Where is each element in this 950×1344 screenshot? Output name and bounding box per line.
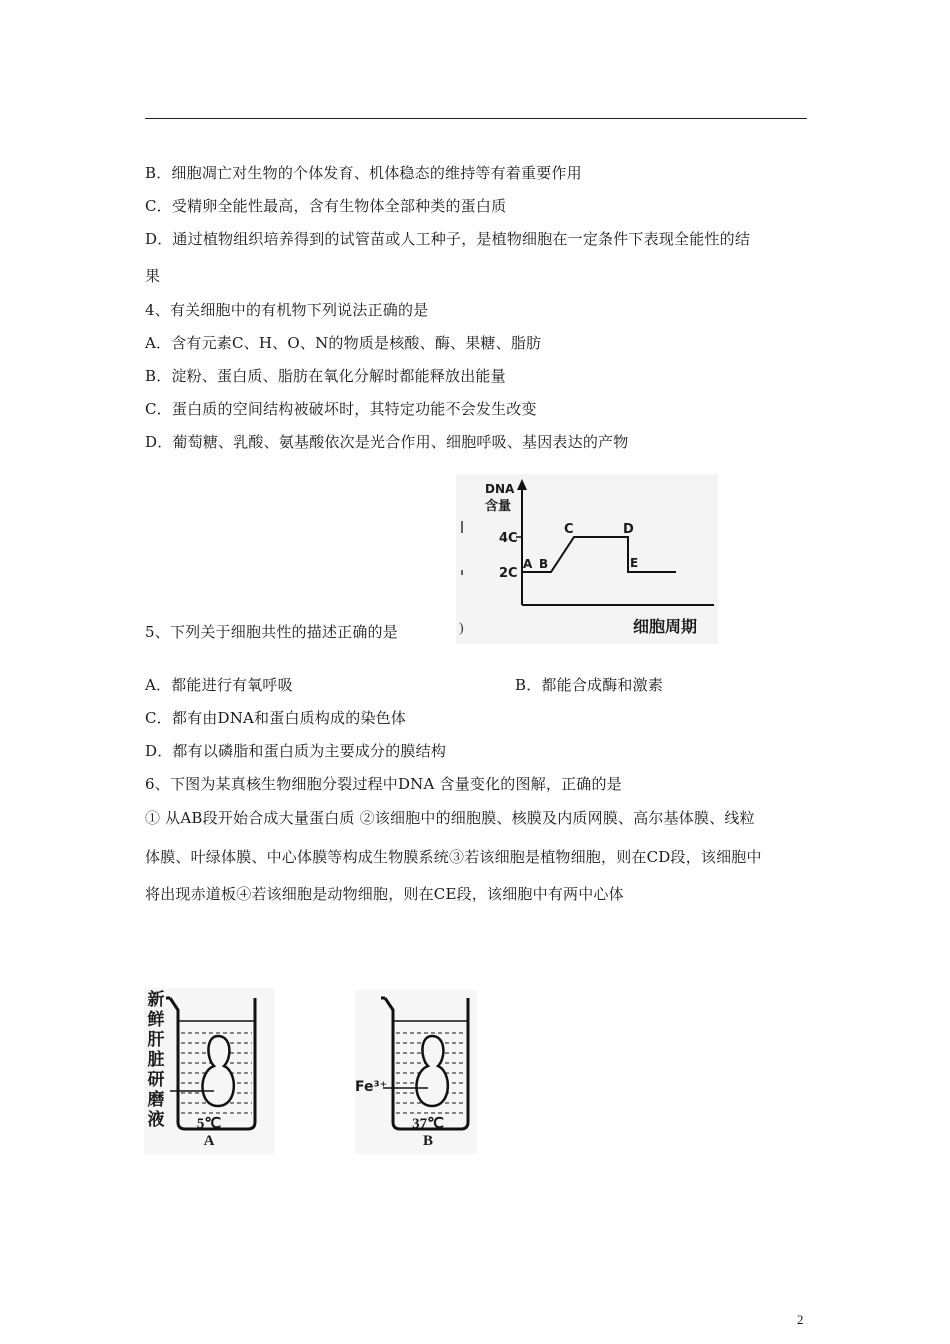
beaker-b-figure (355, 990, 477, 1154)
y-title-line1: DNA (485, 482, 515, 496)
header-rule (145, 118, 807, 119)
q4-option-a: A．含有元素C、H、O、N的物质是核酸、酶、果糖、脂肪 (145, 334, 542, 352)
q5-option-c: C．都有由DNA和蛋白质构成的染色体 (145, 709, 407, 727)
beaker-a-figure (144, 988, 274, 1154)
q6-statement-line1: ① 从AB段开始合成大量蛋白质 ②该细胞中的细胞膜、核膜及内质网膜、高尔基体膜、线粒 (145, 809, 755, 827)
point-label-b: B (539, 557, 549, 571)
q5-option-a: A．都能进行有氧呼吸 (145, 676, 293, 694)
beaker-a-temperature: 5℃ (196, 1116, 222, 1132)
point-label-e: E (630, 556, 639, 570)
q3-option-d-line2: 果 (145, 267, 161, 285)
beaker-b-caption: B (422, 1133, 433, 1149)
dna-content-graph (456, 474, 718, 644)
y-tick-2c: 2C (499, 566, 518, 581)
q4-option-b: B．淀粉、蛋白质、脂肪在氧化分解时都能释放出能量 (145, 367, 506, 385)
q5-stem: 5、下列关于细胞共性的描述正确的是 (145, 623, 398, 641)
q3-option-b: B．细胞凋亡对生物的个体发育、机体稳态的维持等有着重要作用 (145, 164, 582, 182)
q4-option-d: D．葡萄糖、乳酸、氨基酸依次是光合作用、细胞呼吸、基因表达的产物 (145, 433, 629, 451)
beaker-a-caption: A (203, 1133, 215, 1149)
point-label-a: A (523, 557, 533, 571)
q4-stem: 4、有关细胞中的有机物下列说法正确的是 (145, 301, 429, 319)
page-number: 2 (797, 1312, 804, 1327)
dna-graph-svg (456, 474, 718, 644)
q4-option-c: C．蛋白质的空间结构被破坏时，其特定功能不会发生改变 (145, 400, 537, 418)
q6-stem: 6、下图为某真核生物细胞分裂过程中DNA 含量变化的图解，正确的是 (145, 775, 622, 793)
q6-statement-line2: 体膜、叶绿体膜、中心体膜等构成生物膜系统③若该细胞是植物细胞，则在CD段，该细胞中 (145, 848, 762, 866)
point-label-d: D (623, 522, 634, 537)
beaker-b-temperature: 37℃ (412, 1116, 444, 1132)
beaker-a-side-label: 新 鲜 肝 脏 研 磨 液 (147, 990, 165, 1130)
y-title-line2: 含量 (485, 499, 512, 514)
stray-paren: ) (459, 621, 464, 636)
q6-statement-line3: 将出现赤道板④若该细胞是动物细胞，则在CE段，该细胞中有两中心体 (145, 885, 624, 903)
x-axis-title: 细胞周期 (633, 617, 698, 636)
q3-option-d-line1: D．通过植物组织培养得到的试管苗或人工种子，是植物细胞在一定条件下表现全能性的结 (145, 230, 751, 248)
q5-option-d: D．都有以磷脂和蛋白质为主要成分的膜结构 (145, 742, 447, 760)
q5-option-b: B．都能合成酶和激素 (515, 676, 664, 694)
y-tick-4c: 4C (499, 531, 518, 546)
q3-option-c: C．受精卵全能性最高，含有生物体全部种类的蛋白质 (145, 197, 507, 215)
point-label-c: C (564, 522, 574, 537)
q5-options-ab (145, 675, 664, 695)
beaker-b-side-label: Fe³⁺ (355, 1079, 388, 1095)
